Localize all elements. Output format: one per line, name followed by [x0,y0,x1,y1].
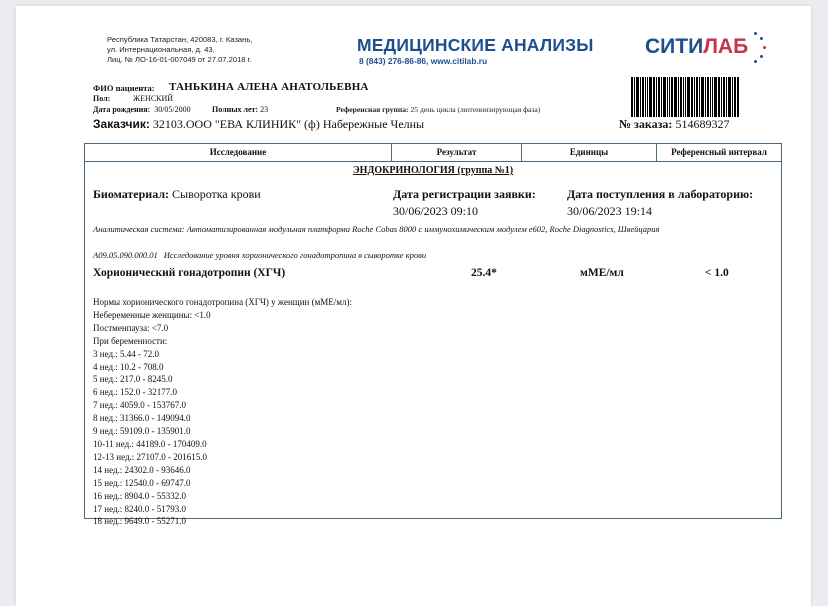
registration-date-value: 30/06/2023 09:10 [393,204,479,218]
arrival-date-value: 30/06/2023 19:14 [567,204,653,218]
norm-item: 17 нед.: 8240.0 - 51793.0 [93,503,187,514]
document-page [16,6,811,606]
brand-title: МЕДИЦИНСКИЕ АНАЛИЗЫ [357,35,594,55]
logo-part-2: ЛАБ [703,35,749,58]
brand-contact: 8 (843) 276-86-86, www.citilab.ru [359,56,488,66]
norm-item: 9 нед.: 59109.0 - 135901.0 [93,426,191,437]
test-description: Исследование уровня хорионического гонадотропина в сыворотке крови [163,250,427,260]
lab-address [107,35,252,65]
customer-label: Заказчик: [93,117,150,131]
order-number: 514689327 [675,117,730,131]
dob-value: 30/05/2000 [154,105,191,114]
address-line: ул. Интернациональная, д. 43, [107,45,215,54]
customer-field [93,117,424,132]
section-title: ЭНДОКРИНОЛОГИЯ (группа №1) [352,165,514,176]
norm-item: 8 нед.: 31366.0 - 149094.0 [93,413,191,424]
registration-date-label: Дата регистрации заявки: [393,187,536,201]
patient-name-label: ФИО пациента: [93,83,155,93]
ref-group-field [336,105,540,114]
column-header-study: Исследование [85,144,392,161]
norms-list [93,296,352,528]
biomaterial-field [93,187,261,202]
norm-item: 6 нед.: 152.0 - 32177.0 [93,387,178,398]
customer-value: 32103.ООО "ЕВА КЛИНИК" (ф) Набережные Челны [152,117,425,131]
norm-item: 15 нед.: 12540.0 - 69747.0 [93,477,191,488]
license-line: Лиц. № ЛО-16-01-007049 от 27.07.2018 г. [107,55,252,64]
column-header-reference: Референсный интервал [671,147,767,157]
citilab-logo [645,35,748,59]
biomaterial-label: Биоматериал: [93,187,170,201]
arrival-date-label: Дата поступления в лабораторию: [567,187,754,201]
norm-item: 3 нед.: 5.44 - 72.0 [93,348,160,359]
result-units: мМЕ/мл [580,267,624,279]
norm-item: 5 нед.: 217.0 - 8245.0 [93,374,173,385]
norm-item: При беременности: [93,335,168,346]
ref-group-value: 25 день цикла (лютеинизирующая фаза) [410,105,541,114]
table-header [85,144,781,162]
column-header-result: Результат [392,144,522,161]
result-reference: < 1.0 [705,267,729,279]
order-number-field [619,117,729,132]
norms-heading: Нормы хорионического гонадотропина (ХГЧ) у женщин (мМЕ/мл): [93,297,352,307]
ref-group-label: Референсная группа: [336,105,409,114]
age-value: 23 [260,105,269,114]
age-label: Полных лет: [212,105,259,114]
norm-item: 7 нед.: 4059.0 - 153767.0 [93,400,187,411]
barcode [631,77,776,117]
norm-item: 10-11 нед.: 44189.0 - 170409.0 [93,438,207,449]
patient-name: ТАНЬКИНА АЛЕНА АНАТОЛЬЕВНА [169,81,369,93]
results-table [84,143,782,527]
norm-item: 14 нед.: 24302.0 - 93646.0 [93,464,191,475]
sex-label: Пол: [93,94,111,103]
norm-item: 4 нед.: 10.2 - 708.0 [93,361,164,372]
order-label: № заказа: [619,117,673,131]
result-value: 25.4* [471,267,497,279]
sex-value: ЖЕНСКИЙ [133,94,174,103]
test-code: A09.05.090.000.01 [93,250,158,260]
norm-item: 18 нед.: 9649.0 - 55271.0 [93,516,187,527]
analytic-system: Аналитическая система: Автоматизированная модульная платформа Roche Cobas 8000 с иммунохимическим модулем e602, Roche Diagnostics, Швейцария [93,224,660,234]
test-code-line [93,250,426,260]
column-header-units: Единицы [522,144,657,161]
biomaterial-value: Сыворотка крови [172,187,261,201]
norm-item: 16 нед.: 8904.0 - 55332.0 [93,490,187,501]
norm-item: Постменпауза: <7.0 [93,322,169,333]
logo-dots-icon [750,32,770,68]
result-test-name: Хорионический гонадотропин (ХГЧ) [93,267,286,279]
logo-part-1: СИТИ [645,35,704,58]
age-field [212,105,268,114]
dob-label: Дата рождения: [93,105,151,114]
address-line: Республика Татарстан, 420083, г. Казань, [107,35,253,44]
norm-item: Небеременные женщины: <1.0 [93,309,211,320]
norm-item: 12-13 нед.: 27107.0 - 201615.0 [93,451,208,462]
dob-field [93,105,191,114]
